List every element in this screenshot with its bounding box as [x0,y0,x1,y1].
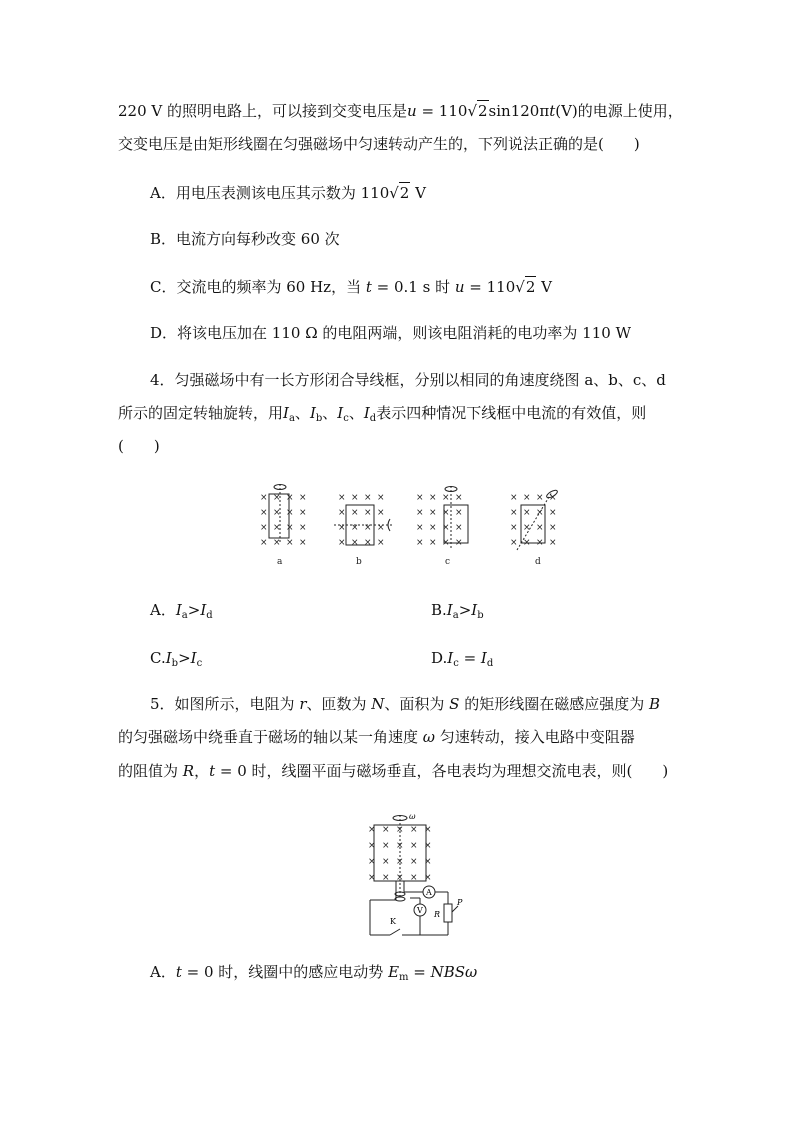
field-cross-mark: × [549,508,557,518]
q4-option-c [150,648,202,674]
field-cross-mark: × [377,523,385,533]
field-cross-mark: × [523,493,531,503]
var-N: N [371,695,385,713]
sep: 、 [294,404,310,422]
q3-line-2 [118,134,640,154]
q4-figure [252,478,572,570]
sqrt-radicand: 2 [399,184,410,202]
text: = 110 [464,278,516,296]
var-S: S [449,695,460,713]
sub: d [369,413,377,424]
field-cross-mark: × [510,538,518,548]
text: 、匝数为 [306,695,372,713]
sub: b [477,610,484,621]
q4-line-1 [150,370,666,390]
text: 交变电压是由矩形线圈在匀强磁场中匀速转动产生的，下列说法正确的是( ) [118,135,640,153]
var-I: I [175,601,182,619]
text: A． [150,601,176,619]
var-omega: ω [422,728,436,746]
field-cross-mark: × [364,493,372,503]
field-cross-mark: × [368,873,376,883]
sub: a [288,413,295,424]
var-I: I [190,649,197,667]
field-cross-mark: × [338,538,346,548]
text: 220 V 的照明电路上，可以接到交变电压是 [118,102,408,120]
text: 表示四种情况下线框中电流的有效值，则 [376,404,647,422]
gt: > [187,601,201,619]
var-R: R [182,762,195,780]
var-I: I [480,649,487,667]
text: B. [431,601,447,619]
sub: c [196,658,203,669]
field-cross-mark: × [260,508,268,518]
field-cross-mark: × [396,873,404,883]
field-cross-mark: × [273,508,281,518]
q4-option-b [431,600,484,626]
var-r: r [299,695,307,713]
label-c: c [445,557,451,567]
field-cross-mark: × [364,523,372,533]
text: V [410,184,426,202]
sub: c [453,658,459,669]
field-cross-mark: × [396,825,404,835]
var-I: I [363,404,370,422]
text: 5．如图所示，电阻为 [150,695,300,713]
field-cross-mark: × [549,538,557,548]
field-cross-mark: × [368,825,376,835]
field-cross-mark: × [299,523,307,533]
q4-line-2 [118,403,646,429]
var-I: I [337,404,344,422]
field-cross-mark: × [442,493,450,503]
field-cross-mark: × [455,538,463,548]
text: D．将该电压加在 110 Ω 的电阻两端，则该电阻消耗的电功率为 110 W [150,324,631,342]
q3-option-a [150,182,426,203]
q3-option-b [150,229,340,249]
field-cross-mark: × [368,841,376,851]
field-cross-mark: × [510,523,518,533]
sub: a [181,610,188,621]
field-cross-mark: × [286,508,294,518]
text: = 0 时，线圈中的感应电动势 [181,963,389,981]
text: 的匀强磁场中绕垂直于磁场的轴以某一角速度 [118,728,423,746]
q3-option-d [150,323,631,343]
label-K: K [390,917,396,926]
var-I: I [309,404,316,422]
field-cross-mark: × [286,538,294,548]
field-cross-mark: × [260,493,268,503]
var-NBS: NBSω [430,963,478,981]
label-a: a [277,557,283,567]
field-cross-mark: × [455,508,463,518]
q3-line-1 [118,100,683,121]
field-cross-mark: × [442,538,450,548]
field-cross-mark: × [260,523,268,533]
field-cross-mark: × [377,508,385,518]
field-cross-mark: × [429,493,437,503]
field-cross-mark: × [549,523,557,533]
var-t: t [549,102,556,120]
field-cross-mark: × [429,538,437,548]
label-R: R [434,910,441,919]
sqrt-symbol: √2 [389,184,410,202]
sqrt-radicand: 2 [478,102,488,120]
var-I: I [283,404,289,422]
sub: a [452,610,459,621]
q4-line-3 [118,436,160,456]
text: A．用电压表测该电压其示数为 110 [150,184,390,202]
field-cross-mark: × [442,508,450,518]
field-cross-mark: × [299,508,307,518]
field-cross-mark: × [286,493,294,503]
field-cross-mark: × [273,523,281,533]
sub: b [171,658,179,669]
gt: > [178,649,191,667]
field-cross-mark: × [273,493,281,503]
field-cross-mark: × [416,538,424,548]
var-I: I [200,601,207,619]
field-cross-mark: × [455,523,463,533]
field-cross-mark: × [382,857,390,867]
var-u: u [454,278,465,296]
text: 匀速转动，接入电路中变阻器 [435,728,635,746]
rotation-arrow [388,519,390,531]
text: 的阻值为 [118,762,183,780]
field-cross-mark: × [429,523,437,533]
field-cross-mark: × [382,841,390,851]
var-I: I [446,601,453,619]
field-cross-mark: × [410,841,418,851]
sub: b [315,413,323,424]
field-cross-mark: × [351,493,359,503]
field-cross-mark: × [368,857,376,867]
sqrt-radicand: 2 [525,278,536,296]
label-voltmeter: V [417,906,423,915]
field-cross-mark: × [273,538,281,548]
sep: 、 [348,404,364,422]
field-cross-mark: × [260,538,268,548]
field-cross-mark: × [523,538,531,548]
label-d: d [535,557,541,567]
switch-k [390,929,400,935]
field-cross-mark: × [410,825,418,835]
text: sin120π [488,102,550,120]
field-cross-mark: × [351,523,359,533]
sub: c [343,413,349,424]
field-cross-mark: × [338,523,346,533]
eq: = [458,649,481,667]
text: (V)的电源上使用， [555,102,683,120]
text: A． [150,963,176,981]
text: 的矩形线圈在磁感应强度为 [459,695,649,713]
field-cross-mark: × [523,523,531,533]
field-cross-mark: × [536,523,544,533]
text: ( ) [118,437,160,455]
field-cross-mark: × [299,538,307,548]
field-cross-mark: × [523,508,531,518]
label-omega: ω [409,812,416,821]
text: 所示的固定转轴旋转，用 [118,404,284,422]
field-cross-mark: × [410,857,418,867]
field-cross-mark: × [424,873,432,883]
q4-option-d [431,648,493,674]
var-I: I [447,649,454,667]
text: V [536,278,552,296]
var-t: t [209,762,216,780]
field-cross-mark: × [382,825,390,835]
field-cross-mark: × [536,493,544,503]
field-cross-mark: × [510,493,518,503]
q5-figure [360,810,470,940]
text: = [408,963,431,981]
field-cross-mark: × [424,825,432,835]
q5-option-a [150,962,477,988]
field-cross-mark: × [351,508,359,518]
field-cross-mark: × [410,873,418,883]
var-I: I [471,601,478,619]
field-cross-mark: × [338,493,346,503]
text: D. [431,649,448,667]
sqrt-symbol: √2 [467,102,488,120]
field-cross-mark: × [455,493,463,503]
field-cross-mark: × [416,493,424,503]
sep: 、 [322,404,338,422]
field-cross-mark: × [364,538,372,548]
text: 4．匀强磁场中有一长方形闭合导线框，分别以相同的角速度绕图 a、b、c、d [150,371,666,389]
field-cross-mark: × [510,508,518,518]
sub: m [399,972,409,983]
field-cross-mark: × [424,841,432,851]
sqrt-symbol: √2 [515,278,536,296]
field-cross-mark: × [396,857,404,867]
field-cross-mark: × [416,508,424,518]
label-ammeter: A [426,888,432,897]
text: C. [150,649,166,667]
text: C．交流电的频率为 60 Hz，当 [150,278,366,296]
field-cross-mark: × [377,538,385,548]
q5-line-2 [118,727,635,747]
q5-line-3 [118,761,668,781]
field-cross-mark: × [382,873,390,883]
var-t: t [175,963,182,981]
sub: d [206,610,213,621]
field-cross-mark: × [364,508,372,518]
q3-option-c [150,276,552,297]
gt: > [458,601,472,619]
var-B: B [649,695,661,713]
rheostat [444,904,452,922]
var-E: E [388,963,400,981]
q5-line-1 [150,694,660,714]
text: B．电流方向每秒改变 60 次 [150,230,340,248]
label-b: b [356,557,362,567]
field-cross-mark: × [299,493,307,503]
text: ， [194,762,210,780]
q4-option-a [150,600,213,626]
field-cross-mark: × [536,508,544,518]
field-cross-mark: × [338,508,346,518]
sub: d [486,658,494,669]
text: = 110 [416,102,468,120]
field-cross-mark: × [549,493,557,503]
var-t: t [365,278,372,296]
field-cross-mark: × [396,841,404,851]
text: = 0 时，线圈平面与磁场垂直，各电表均为理想交流电表，则( ) [215,762,669,780]
field-cross-mark: × [442,523,450,533]
field-cross-mark: × [351,538,359,548]
field-cross-mark: × [416,523,424,533]
text: = 0.1 s 时 [371,278,455,296]
field-cross-mark: × [429,508,437,518]
label-P: P [457,898,463,907]
text: 、面积为 [384,695,450,713]
var-u: u [407,102,417,120]
var-I: I [165,649,172,667]
field-cross-mark: × [286,523,294,533]
field-cross-mark: × [424,857,432,867]
field-cross-mark: × [536,538,544,548]
field-cross-mark: × [377,493,385,503]
